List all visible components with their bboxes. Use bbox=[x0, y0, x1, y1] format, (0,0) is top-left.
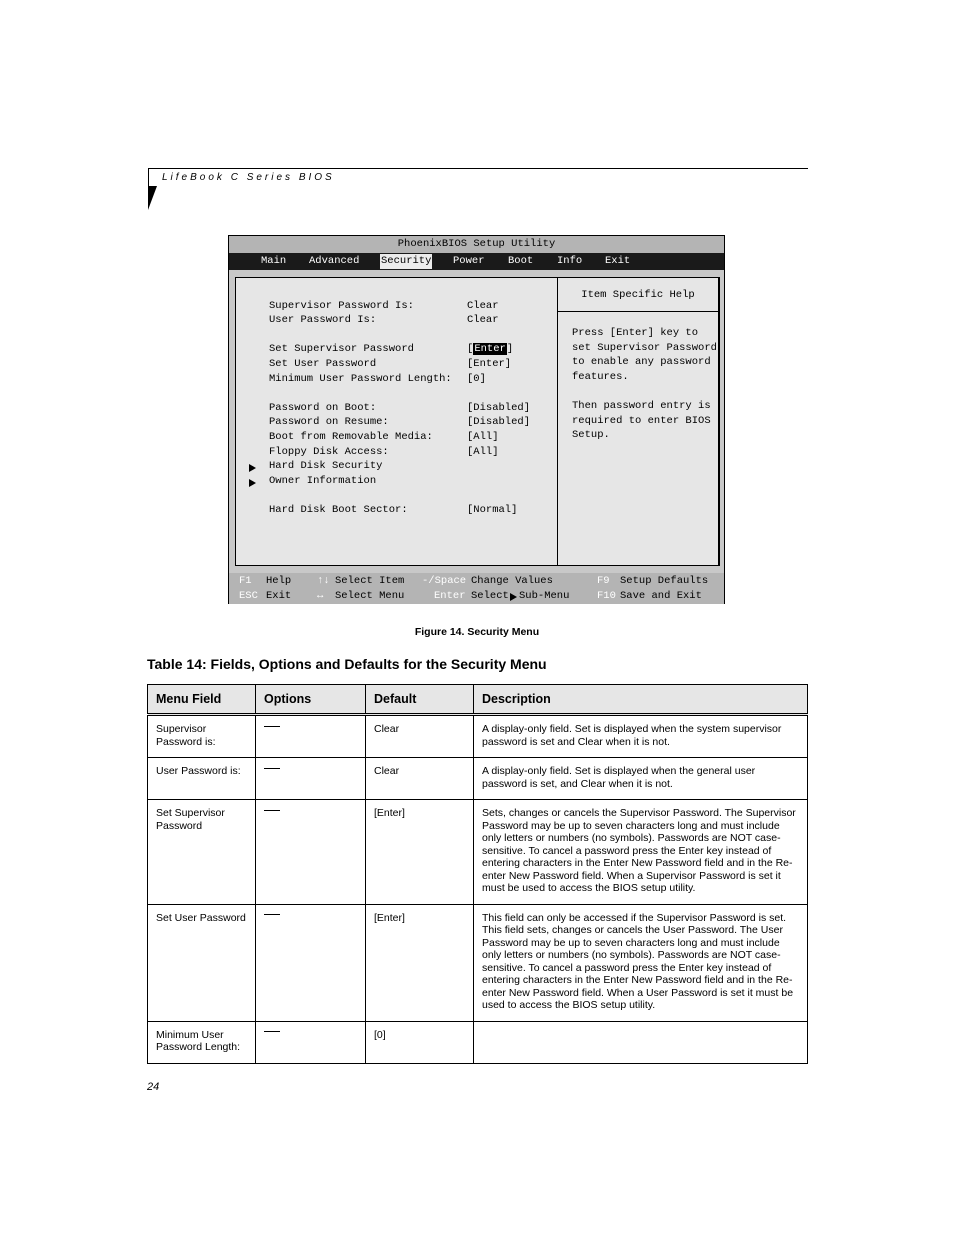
cell-description: A display-only field. Set is displayed when the general user password is set, and Clear when it is not. bbox=[474, 758, 808, 800]
header-vertical-rule bbox=[148, 168, 149, 188]
help-title-rule bbox=[558, 311, 720, 312]
bios-footer bbox=[229, 573, 724, 604]
setting-label: Supervisor Password Is: bbox=[269, 300, 414, 312]
cell-default: [0] bbox=[366, 1021, 474, 1063]
submenu-arrow-icon bbox=[249, 478, 256, 493]
menu-advanced[interactable]: Advanced bbox=[309, 255, 360, 267]
table-title: Table 14: Fields, Options and Defaults for the Security Menu bbox=[147, 656, 547, 672]
table-row bbox=[148, 904, 808, 1021]
key-exit-label: Exit bbox=[266, 590, 292, 602]
cell-description: A display-only field. Set is displayed when the system supervisor password is set and Clear when it is not. bbox=[474, 715, 808, 758]
key-submenu-label: Sub-Menu bbox=[519, 590, 570, 602]
setting-value[interactable]: [Disabled] bbox=[467, 402, 531, 414]
cell-default: Clear bbox=[366, 715, 474, 758]
cell-options bbox=[256, 715, 366, 758]
setting-value[interactable]: [Disabled] bbox=[467, 416, 531, 428]
setting-value[interactable]: [Enter] bbox=[467, 358, 512, 370]
setting-value: Clear bbox=[467, 314, 499, 326]
menu-security[interactable]: Security bbox=[381, 255, 432, 267]
key-f9: F9 bbox=[597, 575, 610, 587]
key-setup-defaults-label: Setup Defaults bbox=[620, 575, 709, 587]
cell-description bbox=[474, 1021, 808, 1063]
setting-value[interactable]: [All] bbox=[467, 431, 499, 443]
submenu-hard-disk-security[interactable]: Hard Disk Security bbox=[269, 460, 383, 472]
cell-field: User Password is: bbox=[148, 758, 256, 800]
submenu-owner-information[interactable]: Owner Information bbox=[269, 475, 377, 487]
cell-options bbox=[256, 758, 366, 800]
key-help-label: Help bbox=[266, 575, 292, 587]
key-save-exit-label: Save and Exit bbox=[620, 590, 702, 602]
up-down-arrows-icon: ↑↓ bbox=[317, 575, 330, 587]
header-rule bbox=[148, 168, 808, 169]
setting-value[interactable]: [0] bbox=[467, 373, 486, 385]
key-select-menu-label: Select Menu bbox=[335, 590, 405, 602]
table-row bbox=[148, 715, 808, 758]
cell-description: Sets, changes or cancels the Supervisor Password. The Supervisor Password may be up to seven characters long and must include only letters or numbers (no symbols). Passwords are NOT case-sensitive. To cancel a password press the Enter key instead of entering characters in the Enter New Password field and in the Re-enter New Password field. When a Supervisor Password is set it must be used to access the BIOS setup utility. bbox=[474, 800, 808, 905]
running-head: LifeBook C Series BIOS bbox=[162, 172, 335, 183]
submenu-arrow-icon bbox=[249, 463, 256, 478]
column-header: Description bbox=[474, 685, 808, 715]
help-title: Item Specific Help bbox=[581, 289, 695, 301]
key-minus-space: -/Space bbox=[422, 575, 467, 587]
table-header-row bbox=[148, 685, 808, 715]
dash-mark bbox=[264, 726, 280, 727]
key-enter: Enter bbox=[434, 590, 466, 602]
menu-power[interactable]: Power bbox=[453, 255, 485, 267]
setting-value[interactable]: [Normal] bbox=[467, 504, 518, 516]
setting-label[interactable]: Floppy Disk Access: bbox=[269, 446, 389, 458]
key-change-values-label: Change Values bbox=[471, 575, 553, 587]
key-f1: F1 bbox=[239, 575, 252, 587]
setting-value[interactable]: [All] bbox=[467, 446, 499, 458]
cell-default: [Enter] bbox=[366, 904, 474, 1021]
cell-description: This field can only be accessed if the Supervisor Password is set. This field sets, changes or cancels the User Password. The User Password may be up to seven characters long and must include only letters or numbers (no symbols). Passwords are NOT case-sensitive. To cancel a password press the Enter key instead of entering characters in the Enter New Password field and in the Re-enter New Password field. When a User Password is set it must be used to access the BIOS setup utility. bbox=[474, 904, 808, 1021]
setting-value: Clear bbox=[467, 300, 499, 312]
setting-label[interactable]: Minimum User Password Length: bbox=[269, 373, 452, 385]
help-text: Press [Enter] key to set Supervisor Password to enable any password features. bbox=[572, 327, 717, 383]
setting-label: User Password Is: bbox=[269, 314, 377, 326]
menu-main[interactable]: Main bbox=[261, 255, 287, 267]
menu-exit[interactable]: Exit bbox=[605, 255, 631, 267]
setting-label[interactable]: Password on Resume: bbox=[269, 416, 389, 428]
bios-panel-divider bbox=[557, 278, 558, 565]
menu-boot[interactable]: Boot bbox=[508, 255, 534, 267]
key-select-label: Select bbox=[471, 590, 509, 602]
key-esc: ESC bbox=[239, 590, 258, 602]
bios-body bbox=[235, 277, 720, 566]
cell-field: Supervisor Password is: bbox=[148, 715, 256, 758]
cell-default: Clear bbox=[366, 758, 474, 800]
bios-screenshot bbox=[228, 235, 725, 604]
column-header: Default bbox=[366, 685, 474, 715]
cell-options bbox=[256, 904, 366, 1021]
dash-mark bbox=[264, 768, 280, 769]
cell-field: Set User Password bbox=[148, 904, 256, 1021]
setting-label[interactable]: Set Supervisor Password bbox=[269, 343, 414, 355]
column-header: Menu Field bbox=[148, 685, 256, 715]
table-row bbox=[148, 1021, 808, 1063]
security-fields-table bbox=[147, 684, 808, 1064]
column-header: Options bbox=[256, 685, 366, 715]
key-f10: F10 bbox=[597, 590, 616, 602]
dash-mark bbox=[264, 1031, 280, 1032]
key-select-item-label: Select Item bbox=[335, 575, 405, 587]
setting-label[interactable]: Set User Password bbox=[269, 358, 377, 370]
table-row bbox=[148, 800, 808, 905]
menu-info[interactable]: Info bbox=[557, 255, 583, 267]
bios-title: PhoenixBIOS Setup Utility bbox=[229, 236, 724, 253]
cell-default: [Enter] bbox=[366, 800, 474, 905]
dash-mark bbox=[264, 914, 280, 915]
setting-label[interactable]: Boot from Removable Media: bbox=[269, 431, 433, 443]
cell-options bbox=[256, 800, 366, 905]
dash-mark bbox=[264, 810, 280, 811]
table-row bbox=[148, 758, 808, 800]
cell-options bbox=[256, 1021, 366, 1063]
header-tab-mark bbox=[148, 186, 157, 210]
cell-field: Minimum User Password Length: bbox=[148, 1021, 256, 1063]
help-border bbox=[718, 278, 719, 565]
page-number: 24 bbox=[147, 1081, 160, 1093]
help-text: Then password entry is required to enter BIOS Setup. bbox=[572, 400, 711, 441]
figure-caption: Figure 14. Security Menu bbox=[414, 626, 540, 638]
selected-field-highlight[interactable]: Enter bbox=[474, 343, 506, 355]
left-right-arrows-icon: ↔ bbox=[317, 590, 324, 602]
setting-label[interactable]: Password on Boot: bbox=[269, 402, 377, 414]
setting-label[interactable]: Hard Disk Boot Sector: bbox=[269, 504, 408, 516]
bios-menubar bbox=[229, 253, 724, 270]
setting-value-selected[interactable]: [Enter] bbox=[467, 343, 514, 355]
cell-field: Set Supervisor Password bbox=[148, 800, 256, 905]
